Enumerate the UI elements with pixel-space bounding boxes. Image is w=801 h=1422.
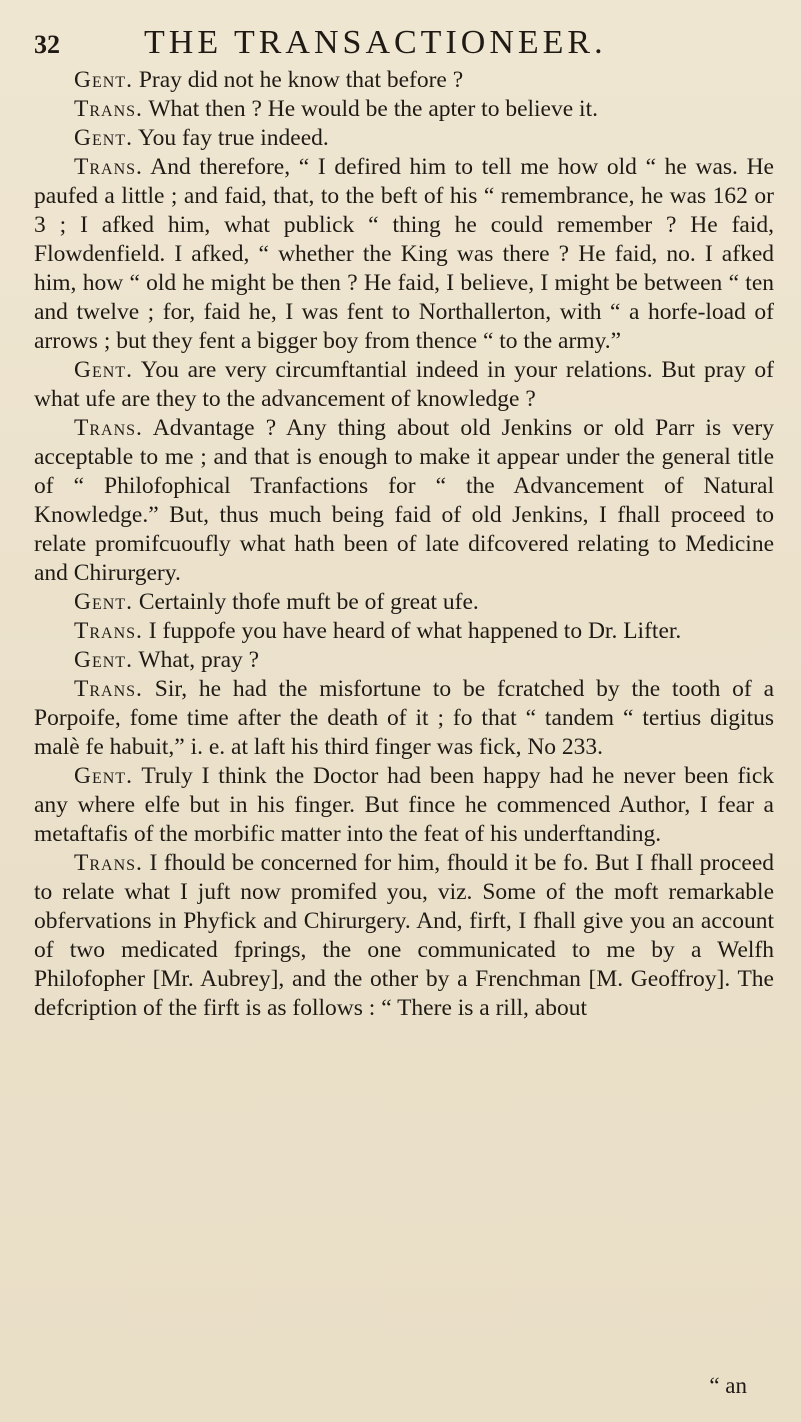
dialogue-paragraph	[34, 588, 774, 617]
dialogue-paragraph	[34, 762, 774, 849]
speaker-label: Trans.	[74, 154, 143, 180]
paragraph-text: Certainly thofe muft be of great ufe.	[138, 589, 479, 615]
dialogue-paragraph	[34, 849, 774, 1023]
speaker-label: Gent.	[74, 125, 133, 151]
dialogue-paragraph	[34, 356, 774, 414]
paragraph-text: You are very circumftantial indeed in your relations. But pray of what ufe are they to the advancement of knowledge ?	[34, 357, 774, 412]
dialogue-paragraph	[34, 153, 774, 356]
catchword: “ an	[709, 1373, 747, 1398]
speaker-label: Gent.	[74, 589, 133, 615]
page-number: 32	[34, 30, 60, 59]
paragraph-text: What, pray ?	[138, 647, 260, 673]
paragraph-text: Sir, he had the misfortune to be fcratched by the tooth of a Porpoife, fome time after the death of it ; fo that “ tandem “ tertius digitus malè fe habuit,” i. e. at laft his third finger was fick, No 233.	[34, 676, 774, 760]
speaker-label: Gent.	[74, 67, 133, 93]
speaker-label: Gent.	[74, 763, 133, 789]
dialogue-paragraph	[34, 66, 774, 95]
speaker-label: Trans.	[74, 415, 143, 441]
paragraph-text: Advantage ? Any thing about old Jenkins or old Parr is very acceptable to me ; and that is enough to make it appear under the general title of “ Philofophical Tranfactions for “ the Advancement of Natural Knowledge.” But, thus much being faid of old Jenkins, I fhall proceed to relate promifcuoufly what hath been of late difcovered relating to Medicine and Chirurgery.	[34, 415, 774, 586]
dialogue-paragraph	[34, 675, 774, 762]
running-title: THE TRANSACTIONEER.	[144, 24, 607, 61]
dialogue-text	[34, 66, 774, 1023]
speaker-label: Trans.	[74, 676, 143, 702]
speaker-label: Trans.	[74, 96, 143, 122]
paragraph-text: And therefore, “ I defired him to tell me how old “ he was. He paufed a little ; and faid, that, to the beft of his “ remembrance, he was 162 or 3 ; I afked him, what publick “ thing he could remember ? He faid, Flowdenfield. I afked, “ whether the King was there ? He faid, no. I afked him, how “ old he might be then ? He faid, I believe, I might be between “ ten and twelve ; for, faid he, I was fent to Northallerton, with “ a horfe-load of arrows ; but they fent a bigger boy from thence “ to the army.”	[34, 154, 774, 354]
paragraph-text: Pray did not he know that before ?	[138, 67, 464, 93]
paragraph-text: You fay true indeed.	[137, 125, 329, 151]
speaker-label: Trans.	[74, 618, 143, 644]
dialogue-paragraph	[34, 414, 774, 588]
dialogue-paragraph	[34, 617, 774, 646]
dialogue-paragraph	[34, 95, 774, 124]
speaker-label: Gent.	[74, 357, 133, 383]
page-header	[34, 24, 771, 64]
speaker-label: Gent.	[74, 647, 133, 673]
paragraph-text: I fhould be concerned for him, fhould it be fo. But I fhall proceed to relate what I juft now promifed you, viz. Some of the moft remarkable obfervations in Phyfick and Chirurgery. And, firft, I fhall give you an account of two medicated fprings, the one communicated to me by a Welfh Philofopher [Mr. Aubrey], and the other by a Frenchman [M. Geoffroy]. The defcription of the firft is as follows : “ There is a rill, about	[34, 850, 774, 1021]
paragraph-text: What then ? He would be the apter to believe it.	[148, 96, 598, 122]
speaker-label: Trans.	[74, 850, 143, 876]
dialogue-paragraph	[34, 646, 774, 675]
paragraph-text: I fuppofe you have heard of what happened to Dr. Lifter.	[148, 618, 682, 644]
dialogue-paragraph	[34, 124, 774, 153]
paragraph-text: Truly I think the Doctor had been happy had he never been fick any where elfe but in his finger. But fince he commenced Author, I fear a metaftafis of the morbific matter into the feat of his underftanding.	[34, 763, 774, 847]
